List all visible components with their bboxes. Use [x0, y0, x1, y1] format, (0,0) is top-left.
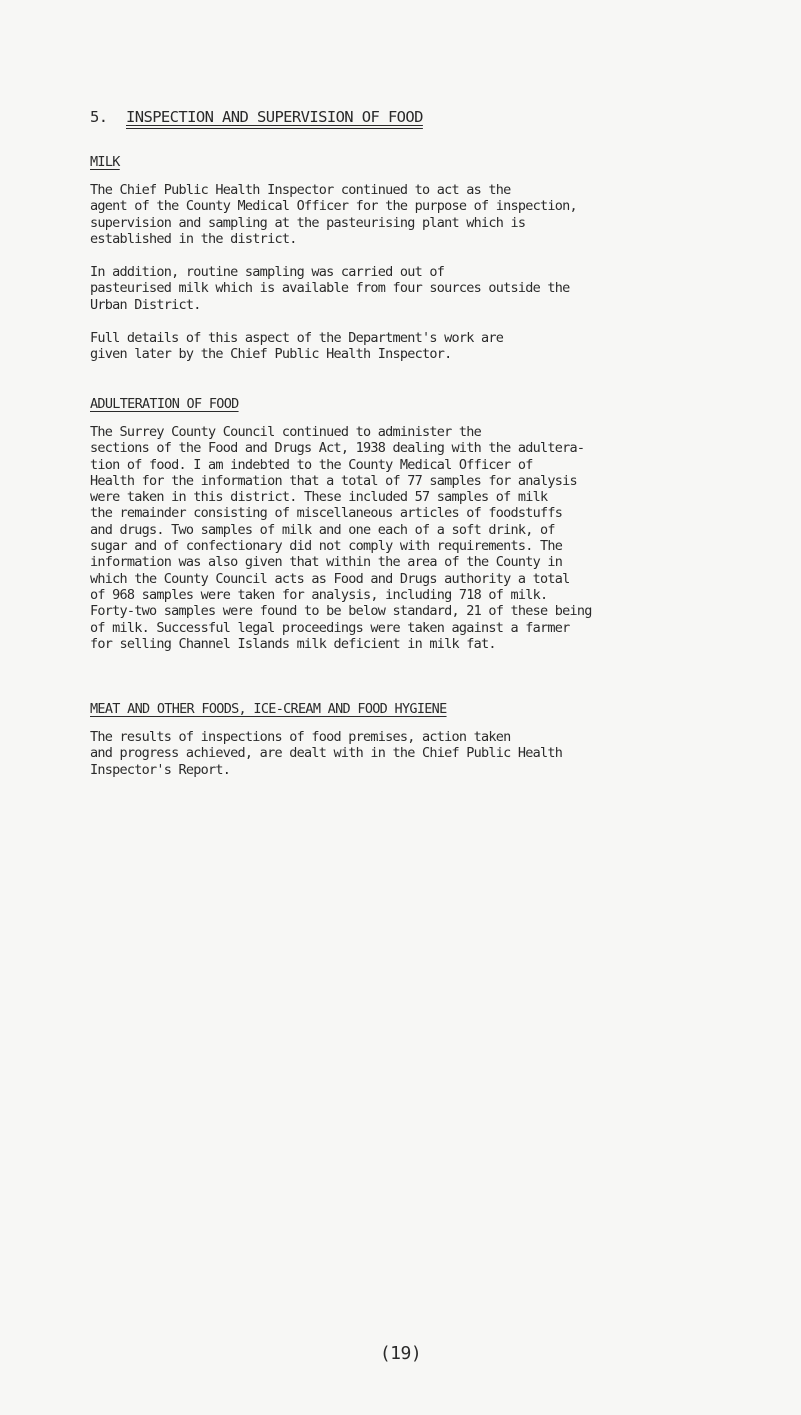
milk-paragraph-3: Full details of this aspect of the Department's work are given later by the Chief Public Health Inspector. [90, 330, 504, 363]
meat-paragraph: The results of inspections of food premises, action taken and progress achieved, are dealt with in the Chief Public Health Inspector's Report. [90, 729, 563, 778]
milk-heading: MILK [90, 154, 120, 170]
section-number: 5. [90, 108, 108, 126]
page-number: (19) [379, 1343, 422, 1364]
section-title: INSPECTION AND SUPERVISION OF FOOD [126, 108, 423, 126]
milk-paragraph-1: The Chief Public Health Inspector continued to act as the agent of the County Medical Officer for the purpose of inspection, supervision and sampling at the pasteurising plant which is established in the district. [90, 182, 577, 247]
adulteration-heading: ADULTERATION OF FOOD [90, 396, 239, 412]
milk-paragraph-2: In addition, routine sampling was carried out of pasteurised milk which is available from four sources outside the Urban District. [90, 264, 570, 313]
section-heading [90, 108, 423, 126]
meat-heading: MEAT AND OTHER FOODS, ICE-CREAM AND FOOD HYGIENE [90, 701, 447, 717]
adulteration-paragraph: The Surrey County Council continued to administer the sections of the Food and Drugs Act, 1938 dealing with the adultera- tion of food. I am indebted to the County Medical Officer of Health for the information that a total of 77 samples for analysis were taken in this district. These included 57 samples of milk the remainder consisting of miscellaneous articles of foodstuffs and drugs. Two samples of milk and one each of a soft drink, of sugar and of confectionary did not comply with requirements. The information was also given that within the area of the County in which the County Council acts as Food and Drugs authority a total of 968 samples were taken for analysis, including 718 of milk. Forty-two samples were found to be below standard, 21 of these being of milk. Successful legal proceedings were taken against a farmer for selling Channel Islands milk deficient in milk fat. [90, 424, 592, 652]
